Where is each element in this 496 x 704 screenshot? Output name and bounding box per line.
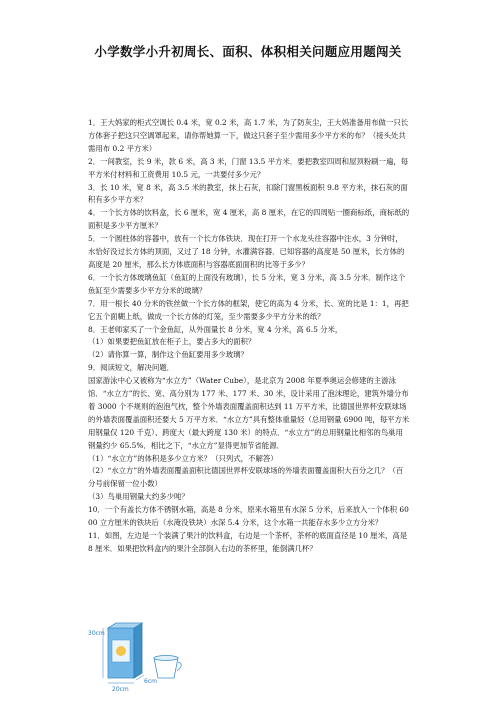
problem-8-part-2: （2）请你算一算，制作这个鱼缸要用多少玻璃？ bbox=[88, 350, 248, 360]
problem-9-part-2: （2）“水立方”的外墙表面覆盖面积比德国世界杯安联球场的外墙表面覆盖面积大百分之几？（百分号前保留一位小数） bbox=[88, 466, 404, 489]
problem-10: 10．一个有盖长方体不锈钢水箱，高是 8 分米，原来水箱里有水深 5 分米，后来放入一个体积 6000 立方厘米的铁块后（水淹没铁块）水深 5.4 分米，这个水箱一共能存水多少立方分米？ bbox=[88, 505, 409, 528]
problem-7: 7．用一根长 40 分米的铁丝做一个长方体的框架，使它的高为 4 分米，长、宽的比是 1：1，再把它五个面糊上纸，做成一个长方体的灯笼，至少需要多少平方分米的纸？ bbox=[88, 298, 409, 321]
problem-3: 3．长 10 米，宽 8 米，高 3.5 米的教室，抹上石灰，扣除门窗黑板面积 9.8 平方米，抹石灰的面积有多少平方米？ bbox=[88, 182, 408, 205]
juice-box-figure bbox=[88, 618, 198, 700]
juice-box-side bbox=[134, 623, 142, 678]
problem-4: 4．一个长方体的饮料盒，长 6 厘米，宽 4 厘米，高 8 厘米，在它的四周贴一圈商标纸，商标纸的面积是多少平方厘米？ bbox=[88, 208, 410, 231]
height-label: 30cm bbox=[88, 630, 105, 637]
problem-9: 9．阅读短文，解决问题． bbox=[88, 363, 175, 373]
fruit-icon bbox=[116, 646, 126, 656]
problem-list bbox=[88, 117, 410, 556]
width-label: 20cm bbox=[112, 686, 129, 693]
problem-9-part-3: （3）鸟巢用钢量大约多少吨？ bbox=[88, 492, 189, 502]
depth-label: 6cm bbox=[144, 678, 157, 685]
problem-6: 6．一个长方体玻璃鱼缸（鱼缸的上面没有玻璃），长 5 分米，宽 3 分米，高 3.5 分米．制作这个鱼缸至少需要多少平方分米的玻璃？ bbox=[88, 272, 406, 295]
problem-8: 8．王老师家买了一个金鱼缸，从外面量长 8 分米，宽 4 分米，高 6.5 分米， bbox=[88, 324, 343, 334]
teacup-body bbox=[154, 658, 178, 678]
teacup-rim bbox=[154, 656, 178, 661]
problem-2: 2．一间教室，长 9 米，款 6 米，高 3 米，门窗 13.5 平方米．要把教室四周和屋顶粉刷一遍，每平方米付材料和工资费用 10.5 元，一共要付多少元？ bbox=[88, 156, 409, 179]
problem-9-part-1: （1）“水立方”的体积是多少立方米？（只列式，不解答） bbox=[88, 453, 278, 463]
problem-9-passage: 国家游泳中心又被称为“水立方”（Water Cube），是北京为 2008 年夏季奥运会修建的主游泳馆．“水立方”的长、宽、高分别为 177 米、177 米、30 米，设计采用了泡沫理论，建筑外墙分布着 3000 个不规则的泡泡气枕，整个外墙表面覆盖面积达到 11 万平方米，比德国世界杯安联球场的外墙表面覆盖面积还要大 5 万平方米．“水立方”具有整体重量轻（总用钢量 6900 吨，每平方米用钢量仅 120 千克）、跨度大（最大跨度 130 米）的特点．“水立方”的总用钢量比相邻的鸟巢用钢量约少 65.5%．相比之下，“水立方”显得更加节省能源． bbox=[88, 376, 410, 450]
problem-1: 1．王大妈家的柜式空调长 0.4 米，宽 0.2 米，高 1.7 米，为了防灰尘，王大妈准备用布做一只长方体套子把这只空调罩起来，请你帮她算一下，做这只套子至少需用多少平方米的布？（接头处共需用布 0.2 平方米） bbox=[88, 118, 409, 153]
problem-8-part-1: （1）如果要把鱼缸放在柜子上，要占多大的面积？ bbox=[88, 337, 256, 347]
document-title: 小学数学小升初周长、面积、体积相关问题应用题闯关 bbox=[94, 44, 402, 59]
problem-11: 11．如图，左边是一个装满了果汁的饮料盒，右边是一个茶杯，茶杯的底面直径是 10 厘米，高是 8 厘米．如果把饮料盒内的果汁全部倒入右边的茶杯里，能倒满几杯？ bbox=[88, 531, 408, 553]
problem-5: 5．一个圆柱体的容器中，放有一个长方体铁块．现在打开一个水龙头往容器中注水，3 分钟时，水恰好没过长方体的顶面，又过了 18 分钟，水灌满容器．已知容器的高度是 50 厘米，长方体的高度是 20 厘米，那么长方体底面积与容器底面面积的比等于多少？ bbox=[88, 234, 405, 269]
teacup-handle bbox=[177, 662, 181, 671]
